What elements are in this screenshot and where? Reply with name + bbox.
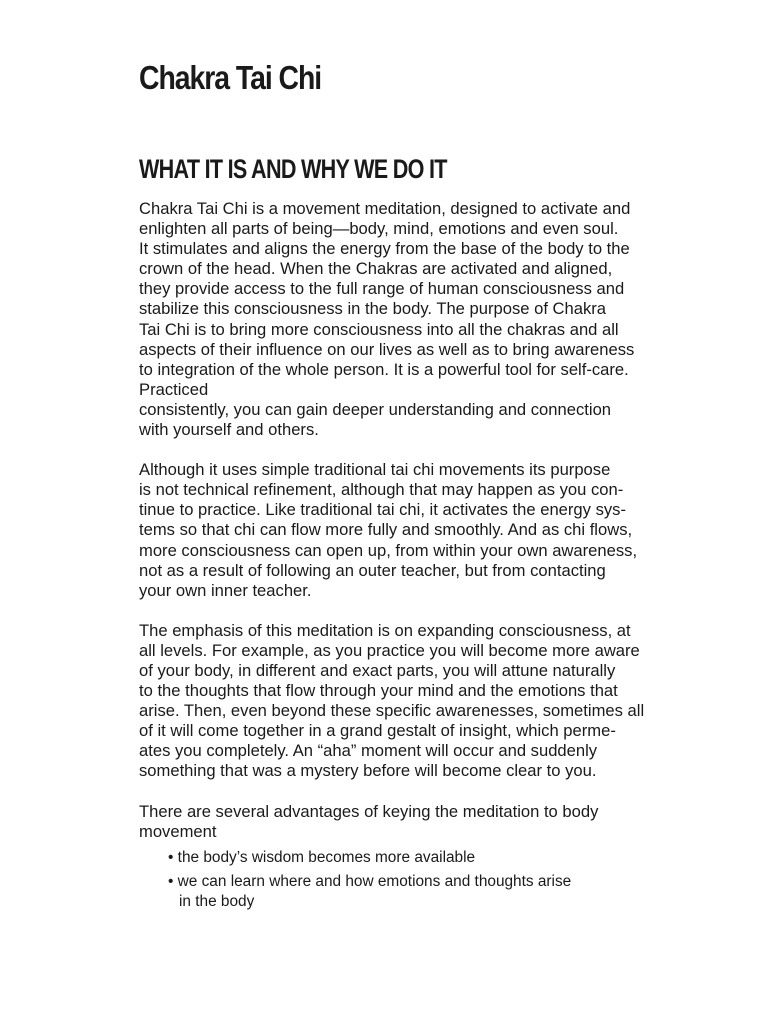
text-line: enlighten all parts of being—body, mind, emotions and even soul. (139, 219, 619, 239)
list-item (168, 872, 701, 912)
text-line: Although it uses simple traditional tai chi movements its purpose (139, 460, 611, 480)
text-line: more consciousness can open up, from within your own awareness, (139, 540, 638, 560)
section-heading: WHAT IT IS AND WHY WE DO IT (139, 154, 447, 184)
text-line: consistently, you can gain deeper understanding and connection (139, 399, 612, 419)
text-line: Practiced (139, 379, 209, 399)
text-line: Chakra Tai Chi is a movement meditation, designed to activate and (139, 199, 631, 218)
paragraph-purpose (139, 460, 701, 601)
document-page (139, 56, 701, 916)
text-line: not as a result of following an outer teacher, but from contacting (139, 560, 606, 580)
paragraph-intro (139, 199, 701, 440)
advantages-list (139, 848, 701, 912)
document-title: Chakra Tai Chi (139, 59, 322, 96)
text-line: aspects of their influence on our lives as well as to bring awareness (139, 339, 635, 359)
list-item (168, 848, 701, 868)
bullet-text-continued: in the body (179, 892, 255, 910)
text-line: ates you completely. An “aha” moment will occur and suddenly (139, 741, 598, 761)
text-line: movement (139, 821, 217, 841)
text-line: your own inner teacher. (139, 580, 312, 600)
text-line: they provide access to the full range of human consciousness and (139, 279, 625, 299)
text-line: something that was a mystery before will become clear to you. (139, 761, 597, 781)
text-line: of it will come together in a grand gestalt of insight, which perme- (139, 721, 616, 741)
text-line: crown of the head. When the Chakras are activated and aligned, (139, 259, 613, 279)
bullet-text: • the body’s wisdom becomes more available (168, 848, 476, 866)
text-line: is not technical refinement, although that may happen as you con- (139, 480, 624, 500)
text-line: to the thoughts that flow through your mind and the emotions that (139, 681, 618, 701)
text-line: all levels. For example, as you practice you will become more aware (139, 640, 640, 660)
text-line: Tai Chi is to bring more consciousness into all the chakras and all (139, 319, 619, 339)
text-line: tems so that chi can flow more fully and smoothly. And as chi flows, (139, 520, 633, 540)
text-line: to integration of the whole person. It is a powerful tool for self-care. (139, 359, 629, 379)
paragraph-advantages (139, 802, 701, 842)
bullet-text: • we can learn where and how emotions and thoughts arise (168, 872, 572, 890)
text-line: The emphasis of this meditation is on expanding consciousness, at (139, 620, 631, 640)
text-line: of your body, in different and exact parts, you will attune naturally (139, 660, 616, 680)
paragraph-emphasis (139, 621, 701, 782)
text-line: with yourself and others. (139, 420, 319, 440)
text-line: stabilize this consciousness in the body. The purpose of Chakra (139, 299, 607, 319)
text-line: There are several advantages of keying the meditation to body (139, 801, 599, 821)
text-line: tinue to practice. Like traditional tai chi, it activates the energy sys- (139, 500, 626, 520)
text-line: It stimulates and aligns the energy from the base of the body to the (139, 239, 630, 259)
text-line: arise. Then, even beyond these specific awarenesses, sometimes all (139, 701, 645, 721)
